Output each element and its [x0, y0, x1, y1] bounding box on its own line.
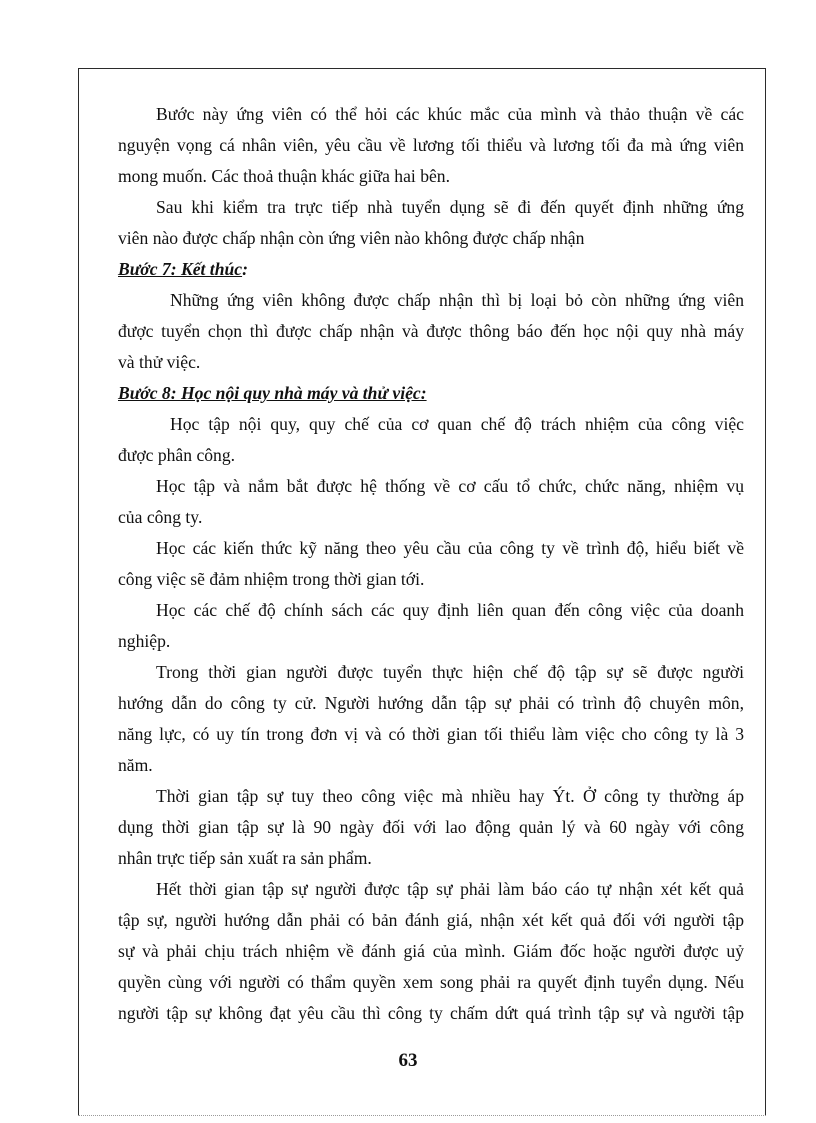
paragraph-line: tập sự, người hướng dẫn phải có bản đánh giá, nhận xét kết quả đối với người tập	[118, 910, 744, 930]
paragraph-line: Thời gian tập sự tuy theo công việc mà nhiều hay Ýt. Ở công ty thường áp	[156, 786, 744, 806]
paragraph-line: công việc sẽ đảm nhiệm trong thời gian tới.	[118, 569, 425, 589]
paragraph-line: được tuyển chọn thì được chấp nhận và được thông báo đến học nội quy nhà máy	[118, 321, 744, 341]
paragraph-line: Bước này ứng viên có thể hỏi các khúc mắc của mình và thảo thuận về các	[156, 104, 744, 124]
section-heading	[118, 254, 744, 285]
paragraph-line: hướng dẫn do công ty cử. Người hướng dẫn tập sự phải có trình độ chuyên môn,	[118, 693, 744, 713]
paragraph-line: và thử việc.	[118, 352, 201, 372]
paragraph-line: của công ty.	[118, 507, 203, 527]
paragraph-line: Sau khi kiểm tra trực tiếp nhà tuyển dụng sẽ đi đến quyết định những ứng	[156, 197, 744, 217]
paragraph-line: nguyện vọng cá nhân viên, yêu cầu về lương tối thiểu và lương tối đa mà ứng viên	[118, 135, 744, 155]
paragraph-line: Những ứng viên không được chấp nhận thì bị loại bỏ còn những ứng viên	[170, 290, 744, 310]
paragraph-line: được phân công.	[118, 445, 236, 465]
section-heading	[118, 378, 744, 409]
paragraph-line: mong muốn. Các thoả thuận khác giữa hai bên.	[118, 166, 451, 186]
paragraph-line: năng lực, có uy tín trong đơn vị và có thời gian tối thiểu làm việc cho công ty là 3	[118, 724, 744, 744]
page-number: 63	[398, 1050, 418, 1071]
page-border-bottom	[78, 1115, 766, 1116]
paragraph-line: nhân trực tiếp sản xuất ra sản phẩm.	[118, 848, 372, 868]
paragraph-line: Hết thời gian tập sự người được tập sự phải làm báo cáo tự nhận xét kết quả	[156, 879, 744, 899]
paragraph-line: viên nào được chấp nhận còn ứng viên nào không được chấp nhận	[118, 228, 585, 248]
paragraph-line: nghiệp.	[118, 631, 171, 651]
paragraph-line: Học các kiến thức kỹ năng theo yêu cầu của công ty về trình độ, hiểu biết về	[156, 538, 744, 558]
paragraph-line: Học các chế độ chính sách các quy định liên quan đến công việc của doanh	[156, 600, 744, 620]
section-heading-tail: :	[242, 259, 248, 279]
paragraph-line: năm.	[118, 755, 153, 775]
paragraph-line: người tập sự không đạt yêu cầu thì công ty chấm dứt quá trình tập sự và người tập	[118, 1003, 744, 1023]
paragraph-line: Học tập nội quy, quy chế của cơ quan chế độ trách nhiệm của công việc	[170, 414, 744, 434]
paragraph-line: dụng thời gian tập sự là 90 ngày đối với lao động quản lý và 60 ngày với công	[118, 817, 744, 837]
document-body	[118, 99, 744, 1029]
section-heading-label: Bước 7: Kết thúc	[118, 259, 243, 279]
paragraph-line: Trong thời gian người được tuyển thực hiện chế độ tập sự sẽ được người	[156, 662, 744, 682]
paragraph-line: sự và phải chịu trách nhiệm về đánh giá của mình. Giám đốc hoặc người được uỷ	[118, 941, 744, 961]
paragraph-line: quyền cùng với người có thẩm quyền xem song phải ra quyết định tuyển dụng. Nếu	[118, 972, 744, 992]
paragraph-line: Học tập và nắm bắt được hệ thống về cơ cấu tổ chức, chức năng, nhiệm vụ	[156, 476, 744, 496]
section-heading-label: Bước 8: Học nội quy nhà máy và thử việc:	[118, 383, 427, 403]
